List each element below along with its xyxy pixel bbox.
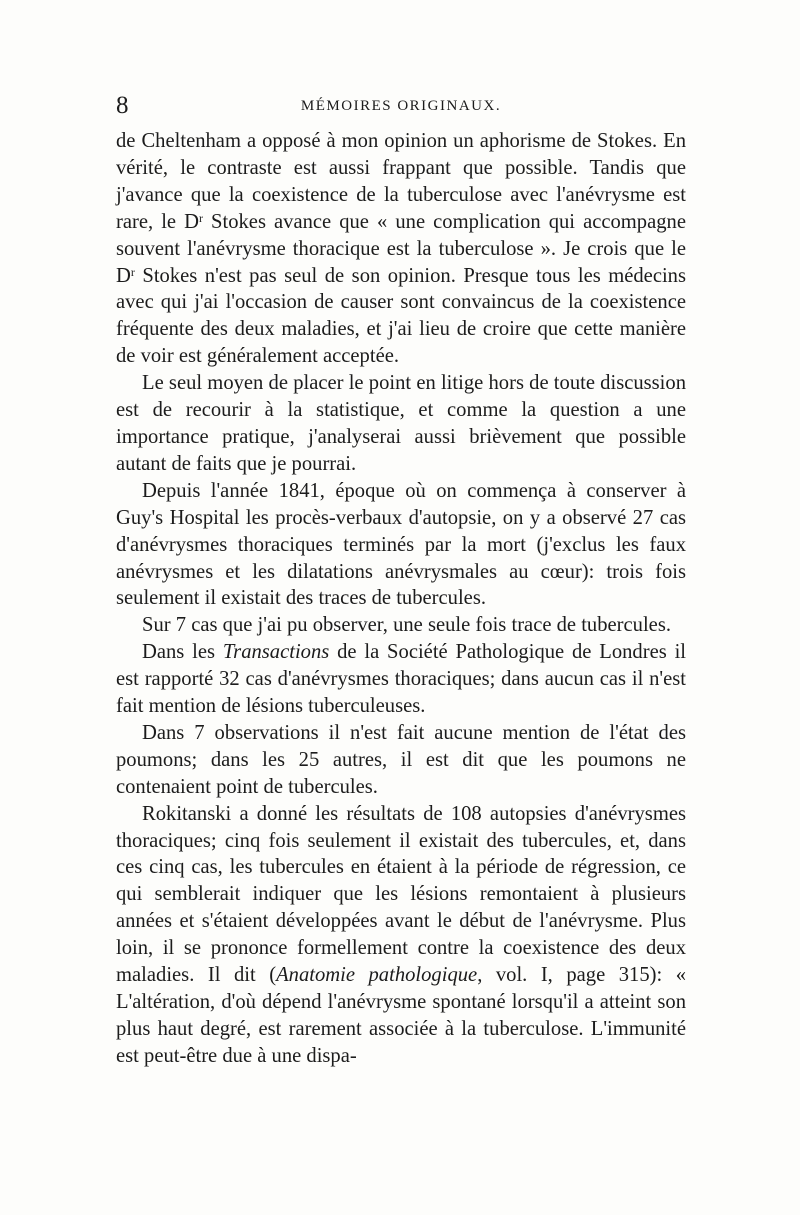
superscript: r	[198, 210, 203, 225]
paragraph-text: Sur 7 cas que j'ai pu observer, une seule fois trace de tubercules.	[142, 614, 671, 637]
paragraph-text: Stokes avance que « une complication qui accompagne souvent l'anévrysme thoracique est la tuberculose ». Je crois que le D	[116, 210, 686, 287]
paragraph-text: Dans les	[142, 641, 223, 664]
paragraph-text: Le seul moyen de placer le point en litige hors de toute discussion est de recourir à la statistique, et comme la question a une importance pratique, j'analyserai aussi brièvement que possible autant de faits que je pourrai.	[116, 372, 686, 475]
paragraph-text: Rokitanski a donné les résultats de 108 autopsies d'anévrysmes thoraciques; cinq fois seulement il existait des tubercules, et, dans ces cinq cas, les tubercules en étaient à la période de régression, ce qui semblerait indiquer que les lésions remontaient à plusieurs années et s'étaient développées avant le début de l'anévrysme. Plus loin, il se prononce formellement contre la coexistence des deux maladies. Il dit (	[116, 802, 686, 987]
page-header	[116, 92, 686, 122]
paragraph	[116, 478, 686, 613]
paragraph	[116, 128, 686, 370]
paragraph-text: de Cheltenham a opposé à mon opinion un aphorisme de Stokes. En vérité, le contraste est aussi frappant que possible. Tandis que j'avance que la coexistence de la tuberculose avec l'anévrysme est rare, le D	[116, 130, 686, 233]
paragraph-text: Depuis l'année 1841, époque où on commença à conserver à Guy's Hospital les procès-verbaux d'autopsie, on y a observé 27 cas d'anévrysmes thoraciques terminés par la mort (j'exclus les faux anévrysmes et les dilatations anévrysmales au cœur): trois fois seulement il existait des traces de tubercules.	[116, 479, 686, 610]
paragraph-text: de la Société Pathologique de Londres il est rapporté 32 cas d'anévrysmes thoraciques; dans aucun cas il n'est fait mention de lésions tuberculeuses.	[116, 641, 687, 718]
paragraph	[116, 370, 686, 478]
paragraph-text: Dans 7 observations il n'est fait aucune mention de l'état des poumons; dans les 25 autres, il est dit que les poumons ne contenaient point de tubercules.	[116, 721, 686, 798]
paragraph	[116, 801, 686, 1070]
paragraph	[116, 639, 686, 720]
italic-title: Anatomie pathologique	[276, 964, 478, 987]
paragraph-text: Stokes n'est pas seul de son opinion. Presque tous les médecins avec qui j'ai l'occasion de causer sont convaincus de la coexistence fréquente des deux maladies, et j'ai lieu de croire que cette manière de voir est généralement acceptée.	[116, 264, 686, 368]
paragraph	[116, 720, 686, 801]
superscript: r	[130, 264, 135, 279]
paragraph	[116, 612, 686, 639]
running-title: MÉMOIRES ORIGINAUX.	[300, 98, 502, 114]
body-text	[116, 128, 686, 1070]
paragraph-text: , vol. I, page 315): « L'altération, d'où dépend l'anévrysme spontané lorsqu'il a atteint son plus haut degré, est rarement associée à la tuberculose. L'immunité est peut-être due à une dispa-	[116, 964, 686, 1067]
italic-title: Transactions	[222, 641, 330, 664]
page-number: 8	[116, 92, 129, 119]
